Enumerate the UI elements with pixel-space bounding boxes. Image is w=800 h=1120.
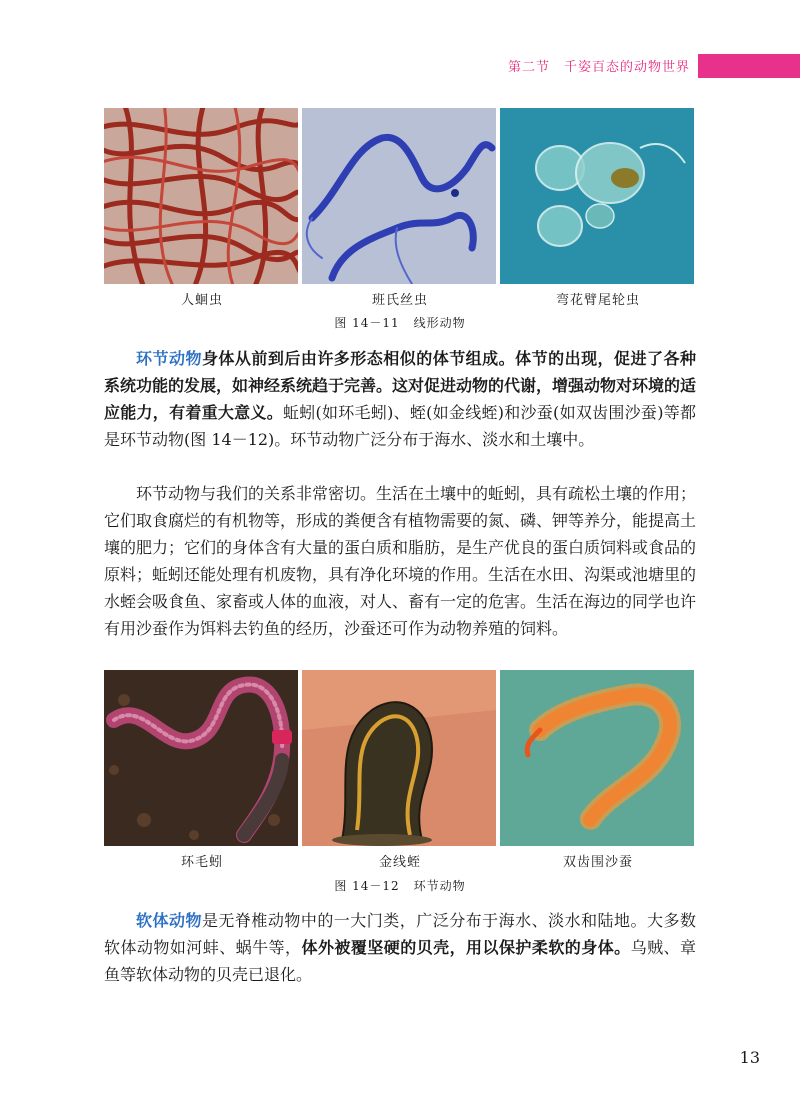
figure-number: 图 14－12 <box>334 879 400 893</box>
roundworm-photo <box>104 108 298 284</box>
header-accent-bar <box>698 54 800 78</box>
figure-title <box>0 314 800 331</box>
leech-photo <box>302 670 496 846</box>
section-title: 第二节 千姿百态的动物世界 <box>508 60 691 75</box>
figure-14-11-images <box>104 108 696 284</box>
body-text: 蚯蚓(如环毛蚓)、蛭(如金线蛭)和沙蚕(如双齿围沙蚕)等都是环节动物(图 14－12)。环节动物广泛分布于海水、淡水和土壤中。 <box>104 403 696 449</box>
key-term: 软体动物 <box>136 911 202 930</box>
emphasis-text: 身体从前到后由许多形态相似的体节组成。体节的出现，促进了各种系统功能的发展，如神经系统趋于完善。这对促进动物的代谢，增强动物对环境的适应能力，有着重大意义。 <box>104 349 697 422</box>
filarial-worm-photo <box>302 108 496 284</box>
emphasis-text: 体外被覆坚硬的贝壳，用以保护柔软的身体。 <box>301 938 631 957</box>
figure-14-12-images <box>104 670 696 846</box>
chapter-header <box>480 54 800 78</box>
figure-caption: 环毛蚓 <box>180 855 223 870</box>
figure-caption: 班氏丝虫 <box>371 293 428 308</box>
body-text: 是无脊椎动物中的一大门类，广泛分布于海水、淡水和陆地。大多数软体动物如河蚌、蜗牛等， <box>104 911 696 957</box>
figure-caption: 双齿围沙蚕 <box>562 855 633 870</box>
figure-title <box>0 877 800 894</box>
page-number: 13 <box>739 1048 760 1067</box>
body-text: 乌贼、章鱼等软体动物的贝壳已退化。 <box>104 938 696 984</box>
figure-caption: 弯花臂尾轮虫 <box>555 293 640 308</box>
figure-name: 线形动物 <box>413 316 466 330</box>
paragraph-annelid-relations: 环节动物与我们的关系非常密切。生活在土壤中的蚯蚓，具有疏松土壤的作用；它们取食腐烂的有机物等，形成的粪便含有植物需要的氮、磷、钾等养分，能提高土壤的肥力；它们的身体含有大量的蛋白质和脂肪，是生产优良的蛋白质饲料或食品的原料；蚯蚓还能处理有机废物，具有净化环境的作用。生活在水田、沟渠或池塘里的水蛭会吸食鱼、家畜或人体的血液，对人、畜有一定的危害。生活在海边的同学也许有用沙蚕作为饵料去钓鱼的经历，沙蚕还可作为动物养殖的饲料。 <box>104 484 697 638</box>
earthworm-photo <box>104 670 298 846</box>
ragworm-photo <box>500 670 694 846</box>
figure-name: 环节动物 <box>413 879 466 893</box>
rotifer-photo <box>500 108 694 284</box>
paragraph-annelids <box>104 345 696 453</box>
figure-number: 图 14－11 <box>334 316 400 330</box>
figure-caption: 金线蛭 <box>378 855 421 870</box>
figure-caption: 人蛔虫 <box>180 293 223 308</box>
paragraph-mollusks <box>104 907 696 988</box>
key-term: 环节动物 <box>136 349 202 368</box>
